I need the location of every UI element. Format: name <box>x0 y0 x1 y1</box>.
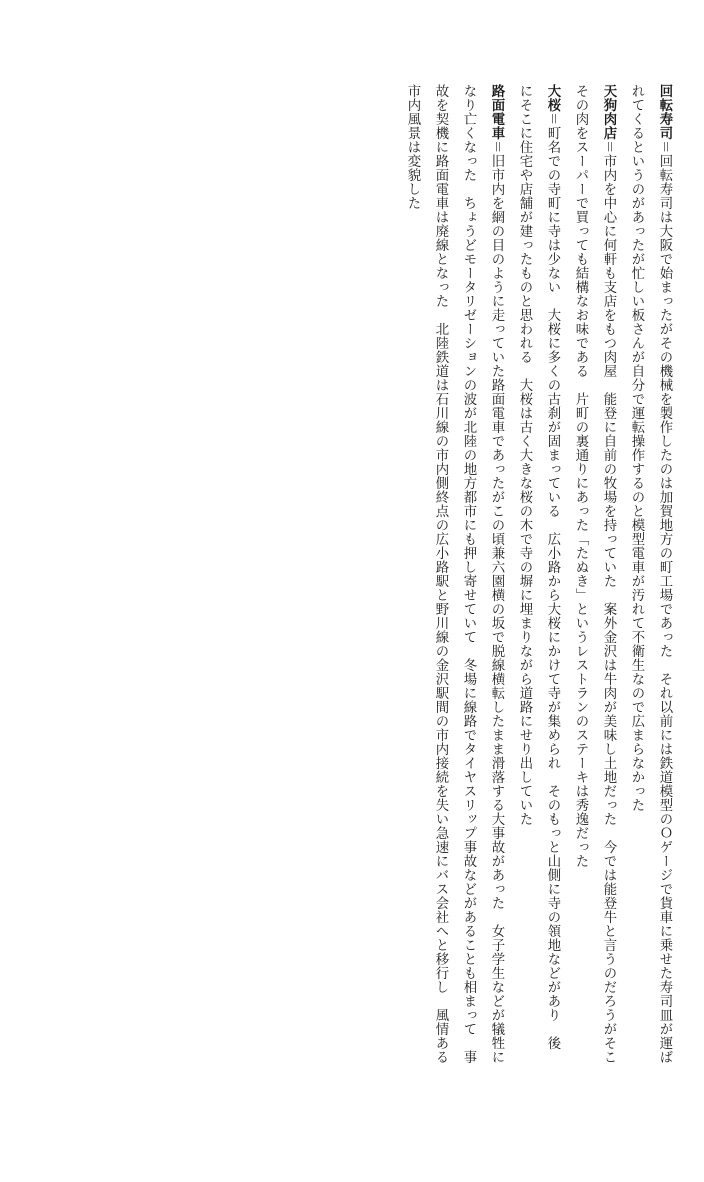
text-column <box>569 84 591 868</box>
text-column <box>653 84 675 1064</box>
text-column <box>401 84 423 210</box>
column-text: 町名での寺町に寺は少ない 大桜に多くの古刹が固まっている 広小路から大桜にかけて寺が集められ そのもっと山側に寺の領地などがあり 後 <box>545 126 560 1050</box>
text-column <box>513 84 535 826</box>
glossary-term: 回転寿司 <box>657 84 672 140</box>
text-column <box>429 84 451 1064</box>
text-column <box>457 84 479 1064</box>
column-text: れてくるというのがあったが忙しい板さんが自分で運転操作するのと模型電車が汚れて不衛生なので広まらなかった <box>629 84 644 812</box>
term-separator: ＝ <box>601 140 616 154</box>
column-text: 市内を中心に何軒も支店をもつ肉屋 能登に自前の牧場を持っていた 案外金沢は牛肉が美味し土地だった 今では能登牛と言うのだろうがそこ <box>601 154 616 1064</box>
column-text: 市内風景は変貌した <box>405 84 420 210</box>
column-text: にそこに住宅や店舗が建ったものと思われる 大桜は古く大きな桜の木で寺の塀に埋まりながら道路にせり出していた <box>517 84 532 826</box>
column-text: なり亡くなった ちょうどモータリゼーションの波が北陸の地方都市にも押し寄せていて 冬場に線路でタイヤスリップ事故などがあることも相まって 事 <box>461 84 476 1064</box>
glossary-term: 大桜 <box>545 84 560 112</box>
column-text: 回転寿司は大阪で始まったがその機械を製作したのは加賀地方の町工場であった それ以前には鉄道模型のＯゲージで貨車に乗せた寿司皿が運ば <box>657 154 672 1064</box>
term-separator: ＝ <box>545 112 560 126</box>
column-text: 旧市内を網の目のように走っていた路面電車であったがこの頃兼六園横の坂で脱線横転したまま滑落する大事故があった 女子学生などが犠牲に <box>489 154 504 1064</box>
column-text: 故を契機に路面電車は廃線となった 北陸鉄道は石川線の市内側終点の広小路駅と野川線の金沢駅間の市内接続を失い急速にバス会社へと移行し 風情ある <box>433 84 448 1064</box>
term-separator: ＝ <box>489 140 504 154</box>
term-separator: ＝ <box>657 140 672 154</box>
glossary-term: 天狗肉店 <box>601 84 616 140</box>
text-column <box>485 84 507 1064</box>
glossary-term: 路面電車 <box>489 84 504 140</box>
text-column <box>625 84 647 812</box>
text-column <box>597 84 619 1064</box>
text-column <box>541 84 563 1050</box>
column-text: その肉をスーパーで買っても結構なお味である 片町の裏通りにあった「たぬき」というレストランのステーキは秀逸だった <box>573 84 588 868</box>
